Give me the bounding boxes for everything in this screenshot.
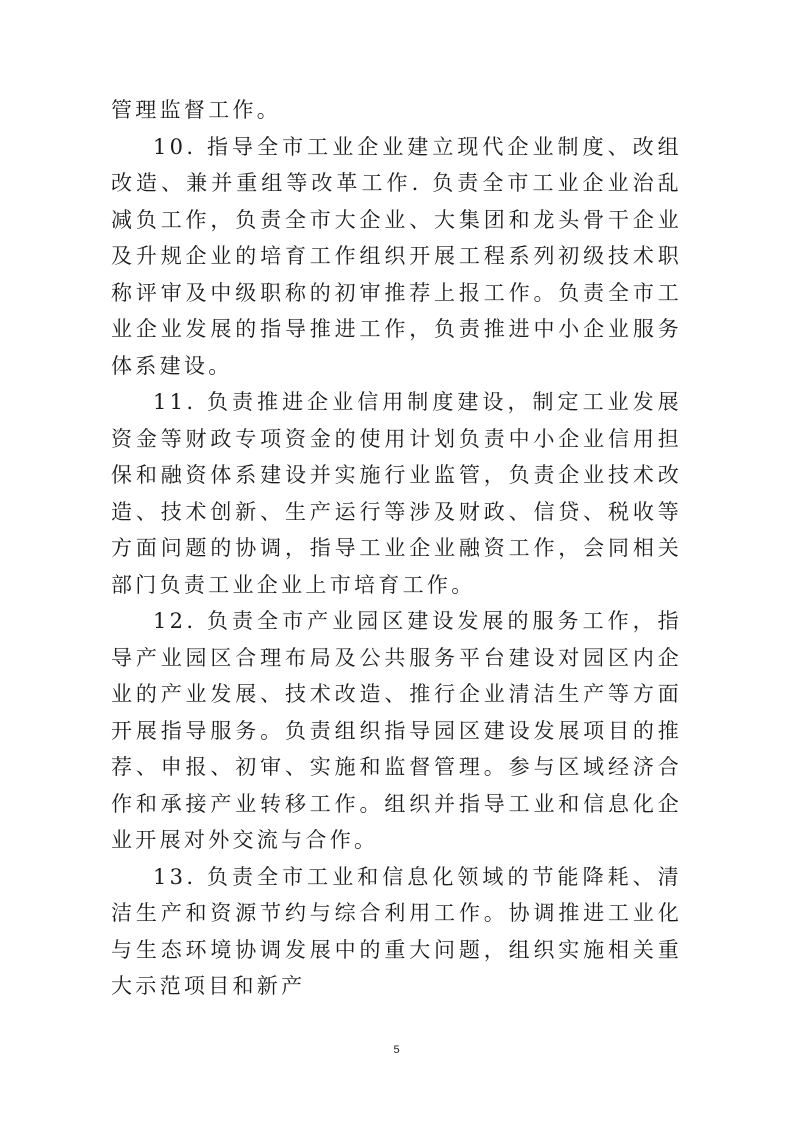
paragraph-item-13: 13. 负责全市工业和信息化领域的节能降耗、清洁生产和资源节约与综合利用工作。协调推进工业化与生态环境协调发展中的重大问题，组织实施相关重大示范项目和新产 [111, 864, 682, 998]
paragraph-item-10: 10. 指导全市工业企业建立现代企业制度、改组改造、兼并重组等改革工作. 负责全市工业企业治乱减负工作，负责全市大企业、大集团和龙头骨干企业及升规企业的培育工作组织开展工程系列初级技术职称评审及中级职称的初审推荐上报工作。负责全市工业企业发展的指导推进工作，负责推进中小企业服务体系建设。 [111, 134, 682, 378]
document-body [111, 92, 682, 1005]
paragraph-item-11: 11. 负责推进企业信用制度建设，制定工业发展资金等财政专项资金的使用计划负责中小企业信用担保和融资体系建设并实施行业监管，负责企业技术改造、技术创新、生产运行等涉及财政、信贷、税收等方面问题的协调，指导工业企业融资工作，会同相关部门负责工业企业上市培育工作。 [111, 390, 682, 597]
page-number: 5 [393, 1044, 400, 1056]
paragraph-item-12: 12. 负责全市产业园区建设发展的服务工作，指导产业园区合理布局及公共服务平台建设对园区内企业的产业发展、技术改造、推行企业清洁生产等方面开展指导服务。负责组织指导园区建设发展项目的推荐、申报、初审、实施和监督管理。参与区域经济合作和承接产业转移工作。组织并指导工业和信息化企业开展对外交流与合作。 [111, 609, 682, 852]
paragraph-continuation: 管理监督工作。 [111, 98, 282, 122]
